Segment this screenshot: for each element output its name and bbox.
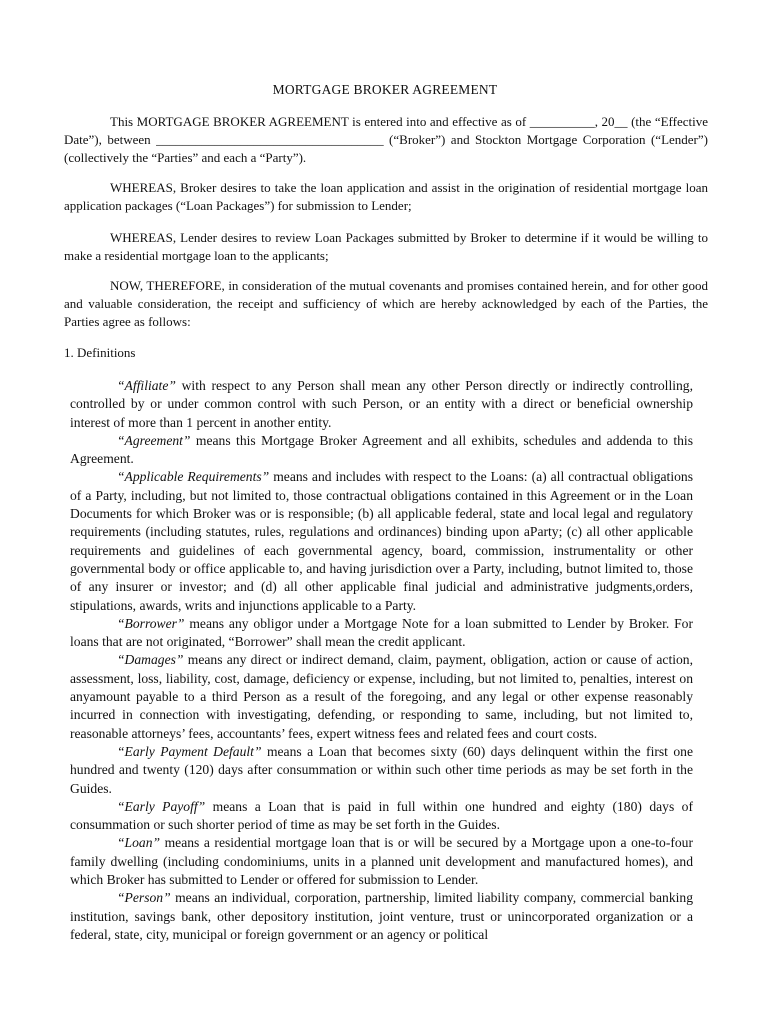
definition-text: means this Mortgage Broker Agreement and all exhibits, schedules and addenda to this Agreement. bbox=[70, 432, 693, 467]
document-title: MORTGAGE BROKER AGREEMENT bbox=[272, 82, 498, 97]
definition-affiliate bbox=[70, 377, 693, 432]
definition-term: “Early Payment Default” bbox=[117, 743, 262, 759]
definition-term: “Affiliate” bbox=[117, 378, 176, 393]
definition-text: means any direct or indirect demand, claim, payment, obligation, action or cause of action, assessment, loss, liability, cost, damage, deficiency or expense, including, but not limited to, penalties, interest on anyamount payable to a third Person as a result of the foregoing, and any legal or other expense reasonably incurred in connection with investigating, defending, or responding to same, including, but not limited to, reasonable attorneys’ fees, accountants’ fees, expert witness fees and related fees and court costs. bbox=[70, 652, 693, 741]
definition-text: means any obligor under a Mortgage Note for a loan submitted to Lender by Broker. For loans that are not originated, “Borrower” shall mean the credit applicant. bbox=[70, 615, 693, 650]
definition-term: “Person” bbox=[117, 890, 171, 906]
intro-paragraph-text: This MORTGAGE BROKER AGREEMENT is entered into and effective as of __________, 20__ (the “Effective Date”), between ___________________________________ (“Broker”) and Stockton Mortgage Corporation (“Lender”) (collectively the “Parties” and each a “Party”). bbox=[64, 114, 708, 165]
definition-term: “Applicable Requirements” bbox=[117, 469, 270, 485]
now-therefore-paragraph bbox=[64, 277, 708, 331]
definition-text: means a residential mortgage loan that is or will be secured by a Mortgage upon a one-to-four family dwelling (including condominiums, units in a planned unit development and manufactured homes), and which Broker has submitted to Lender or offered for submission to Lender. bbox=[70, 835, 693, 888]
definition-agreement bbox=[70, 432, 693, 469]
definition-person bbox=[70, 889, 693, 944]
definition-term: “Agreement” bbox=[117, 432, 191, 448]
definition-text: with respect to any Person shall mean any other Person directly or indirectly controlling, controlled by or under common control with such Person, or an entity with a direct or beneficial ownership interest of more than 1 percent in another entity. bbox=[70, 378, 693, 430]
definition-applicable-requirements bbox=[70, 468, 693, 614]
definition-text: means a Loan that becomes sixty (60) days delinquent within the first one hundred and twenty (120) days after consummation or within such other time periods as may be set forth in the Guides. bbox=[70, 743, 693, 796]
definition-term: “Early Payoff” bbox=[117, 798, 206, 814]
definitions-list bbox=[70, 377, 693, 944]
definition-loan bbox=[70, 834, 693, 889]
now-therefore-paragraph-text: NOW, THEREFORE, in consideration of the mutual covenants and promises contained herein, and for other good and valuable consideration, the receipt and sufficiency of which are hereby acknowledged by each of the Parties, the Parties agree as follows: bbox=[64, 278, 708, 329]
definition-text: means an individual, corporation, partnership, limited liability company, commercial banking institution, savings bank, other depository institution, joint venture, trust or unincorporated organization or a federal, state, city, municipal or foreign government or an agency or political bbox=[70, 890, 693, 942]
definition-term: “Borrower” bbox=[117, 615, 185, 631]
definition-term: “Loan” bbox=[117, 835, 161, 851]
whereas-paragraph-text: WHEREAS, Broker desires to take the loan application and assist in the origination of residential mortgage loan application packages (“Loan Packages”) for submission to Lender; bbox=[64, 180, 708, 213]
whereas-paragraph bbox=[64, 229, 708, 265]
definition-text: means a Loan that is paid in full within one hundred and eighty (180) days of consummation or such shorter period of time as may be set forth in the Guides. bbox=[70, 798, 693, 833]
definition-borrower bbox=[70, 615, 693, 652]
definition-early-payoff bbox=[70, 798, 693, 835]
whereas-paragraph-text: WHEREAS, Lender desires to review Loan Packages submitted by Broker to determine if it would be willing to make a residential mortgage loan to the applicants; bbox=[64, 230, 708, 263]
definition-early-payment-default bbox=[70, 743, 693, 798]
definition-text: means and includes with respect to the Loans: (a) all contractual obligations of a Party, including, but not limited to, those contractual obligations contained in this Agreement or in the Loan Documents for which Broker was or is responsible; (b) all applicable federal, state and local legal and regulatory requirements (including statutes, rules, regulations and ordinances) binding upon aParty; (c) all other applicable requirements and guidelines of each governmental agency, board, commission, instrumentality or other governmental body or office applicable to, and having jurisdiction over a Party, including, butnot limited to, those of any insurer or investor; and (d) all other applicable final judicial and administrative judgments,orders, stipulations, awards, writs and injunctions applicable to a Party. bbox=[70, 469, 693, 613]
intro-paragraph bbox=[64, 113, 708, 167]
whereas-paragraph bbox=[64, 179, 708, 215]
definition-term: “Damages” bbox=[117, 652, 184, 668]
definition-damages bbox=[70, 651, 693, 742]
section-heading: 1. Definitions bbox=[64, 345, 136, 360]
